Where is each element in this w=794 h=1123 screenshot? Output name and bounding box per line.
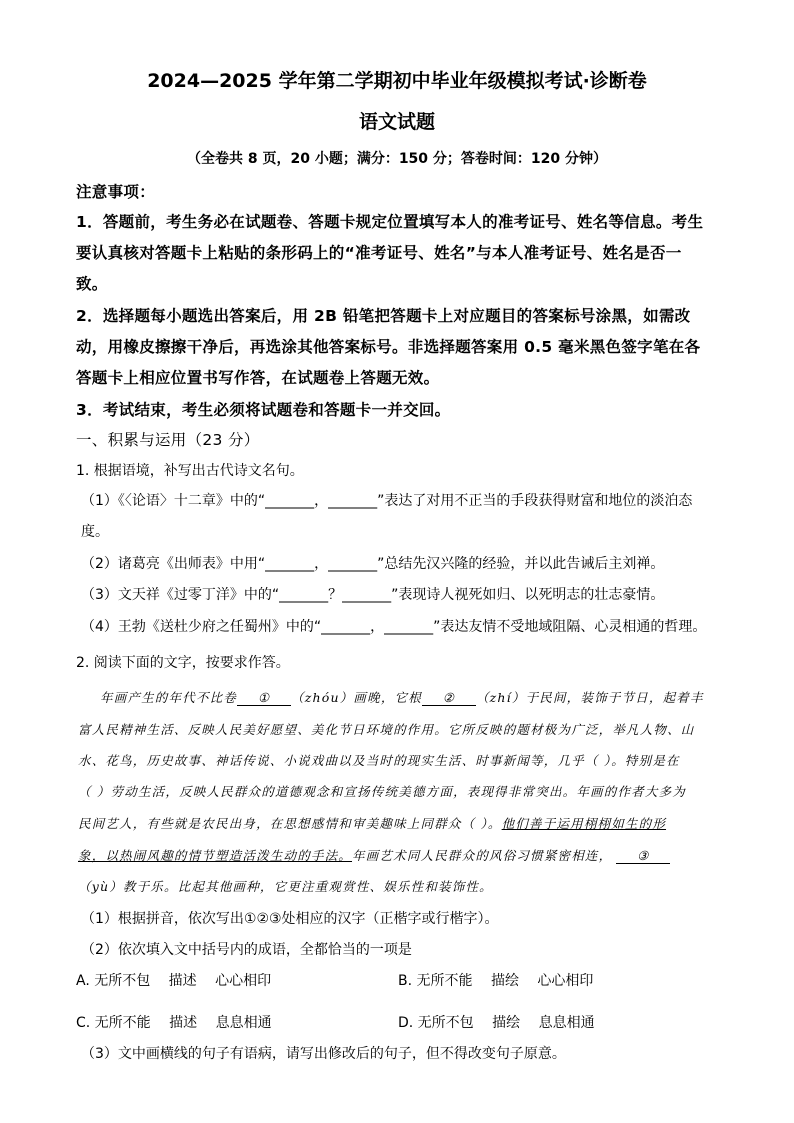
answer-blank[interactable]: ① <box>237 690 291 706</box>
question-2-sub: （3）文中画横线的句子有语病，请写出修改后的句子，但不得改变句子原意。 <box>81 1046 566 1062</box>
passage-text: 民间艺人，有些就是农民出身，在思想感情和审美趣味上同群众（ ）。 <box>78 816 502 831</box>
passage-text: （zhí）于民间，装饰于节日，起着丰 <box>475 690 704 705</box>
question-2-sub: （1）根据拼音，依次写出①②③处相应的汉字（正楷字或行楷字）。 <box>81 911 499 927</box>
question-1-item: 度。 <box>81 524 109 540</box>
passage-line: （ ）劳动生活，反映人民群众的道德观念和宣扬传统美德方面，表现得非常突出。年画的作者大多为 <box>78 784 686 799</box>
question-2-stem: 2. 阅读下面的文字，按要求作答。 <box>76 655 290 671</box>
underlined-sentence: 他们善于运用栩栩如生的形 <box>501 816 667 831</box>
exam-title: 2024—2025 学年第二学期初中毕业年级模拟考试·诊断卷 <box>147 70 647 92</box>
passage-line <box>100 688 704 706</box>
note-line: 致。 <box>76 275 108 293</box>
note-line: 答题卡上相应位置书写作答，在试题卷上答题无效。 <box>76 369 440 387</box>
option-d[interactable]: D. 无所不包 描绘 息息相通 <box>398 1015 595 1031</box>
passage-text: （zhóu）画晚，它根 <box>291 690 422 705</box>
subject-title: 语文试题 <box>358 111 435 133</box>
note-line: 1．答题前，考生务必在试题卷、答题卡规定位置填写本人的准考证号、姓名等信息。考生 <box>76 213 704 231</box>
option-a[interactable]: A. 无所不包 描述 心心相印 <box>76 973 272 989</box>
question-1-item: （1）《〈论语〉十二章》中的“_______，_______”表达了对用不正当的手段获得财富和地位的淡泊态 <box>81 493 693 509</box>
question-1-stem: 1. 根据语境，补写出古代诗文名句。 <box>76 463 304 479</box>
passage-line <box>78 846 670 864</box>
note-line: 要认真核对答题卡上粘贴的条形码上的“准考证号、姓名”与本人准考证号、姓名是否一 <box>76 244 682 262</box>
answer-blank[interactable]: ② <box>422 690 476 706</box>
note-line: 动，用橡皮擦擦干净后，再选涂其他答案标号。非选择题答案用 0.5 毫米黑色签字笔在各 <box>76 338 701 356</box>
passage-line: 水、花鸟，历史故事、神话传说、小说戏曲以及当时的现实生活、时事新闻等，几乎（ ）。特别是在 <box>78 753 680 768</box>
answer-blank[interactable]: ③ <box>616 848 670 864</box>
passage-line <box>78 814 666 832</box>
passage-line: （yù）教于乐。比起其他画种，它更注重观赏性、娱乐性和装饰性。 <box>78 879 493 894</box>
question-1-item: （4）王勃《送杜少府之任蜀州》中的“_______，_______”表达友情不受地域阻隔、心灵相通的哲理。 <box>81 619 707 635</box>
passage-text: 年画产生的年代不比卷 <box>100 690 238 705</box>
question-1-item: （3）文天祥《过零丁洋》中的“_______？_______”表现诗人视死如归、以死明志的壮志豪情。 <box>81 587 665 603</box>
passage-text: 年画艺术同人民群众的风俗习惯紧密相连， <box>352 848 613 863</box>
passage-line: 富人民精神生活、反映人民美好愿望、美化节日环境的作用。它所反映的题材极为广泛，举凡人物、山 <box>78 722 695 737</box>
question-1-item: （2）诸葛亮《出师表》中用“_______，_______”总结先汉兴隆的经验，并以此告诫后主刘禅。 <box>81 556 665 572</box>
section-heading: 一、积累与运用（23 分） <box>76 431 260 449</box>
question-2-sub: （2）依次填入文中括号内的成语，全都恰当的一项是 <box>81 942 412 958</box>
option-b[interactable]: B. 无所不能 描绘 心心相印 <box>398 973 594 989</box>
option-c[interactable]: C. 无所不能 描述 息息相通 <box>76 1015 272 1031</box>
notes-heading: 注意事项： <box>76 183 156 201</box>
underlined-sentence: 象，以热闹风趣的情节塑造活泼生动的手法。 <box>78 848 353 863</box>
note-line: 2．选择题每小题选出答案后，用 2B 铅笔把答题卡上对应题目的答案标号涂黑，如需改 <box>76 307 691 325</box>
exam-info: （全卷共 8 页，20 小题；满分：150 分；答卷时间：120 分钟） <box>186 151 608 167</box>
note-line: 3．考试结束，考生必须将试题卷和答题卡一并交回。 <box>76 401 451 419</box>
